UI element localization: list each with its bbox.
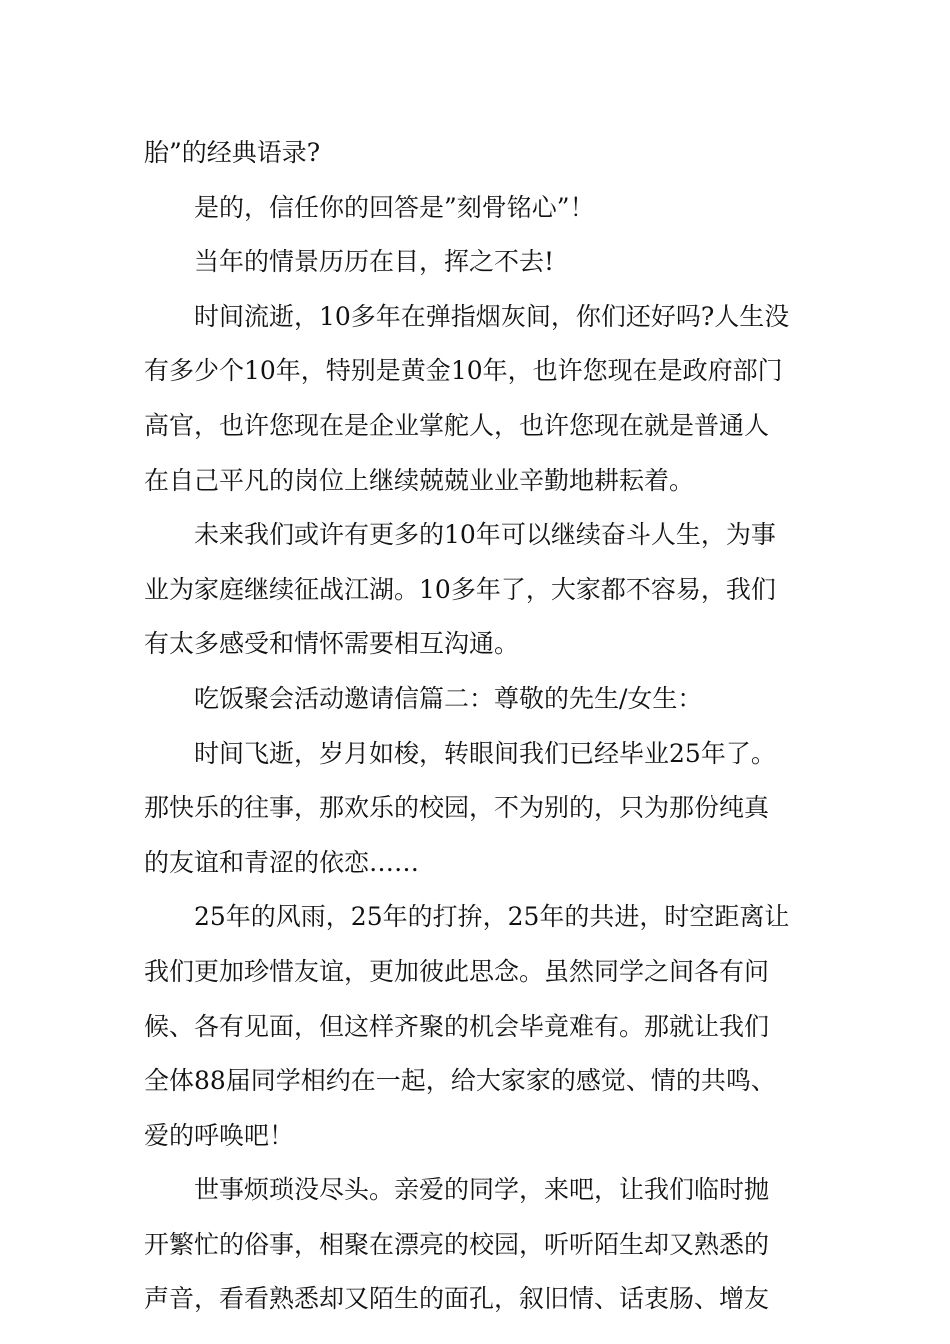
text-line: 有多少个10年，特别是黄金10年，也许您现在是政府部门: [144, 356, 783, 386]
text-line: 我们更加珍惜友谊，更加彼此思念。虽然同学之间各有问: [144, 956, 770, 986]
text-line: 在自己平凡的岗位上继续兢兢业业辛勤地耕耘着。: [144, 465, 695, 495]
text-line: 时间流逝，10多年在弹指烟灰间，你们还好吗?人生没: [194, 301, 790, 331]
text-line: 声音，看看熟悉却又陌生的面孔，叙旧情、话衷肠、增友: [144, 1284, 770, 1314]
text-line: 当年的情景历历在目，挥之不去!: [194, 247, 555, 277]
text-line: 未来我们或许有更多的10年可以继续奋斗人生，为事: [194, 520, 776, 550]
text-line: 是的，信任你的回答是”刻骨铭心”！: [194, 192, 595, 222]
text-line: 那快乐的往事，那欢乐的校园，不为别的，只为那份纯真: [144, 793, 770, 823]
text-line: 全体88届同学相约在一起，给大家家的感觉、情的共鸣、: [144, 1066, 776, 1096]
document-body: [144, 126, 808, 1327]
text-line: 时间飞逝，岁月如梭，转眼间我们已经毕业25年了。: [194, 738, 776, 768]
text-line: 25年的风雨，25年的打拚，25年的共进，时空距离让: [194, 902, 790, 932]
text-line: 候、各有见面，但这样齐聚的机会毕竟难有。那就让我们: [144, 1011, 770, 1041]
text-line: 世事烦琐没尽头。亲爱的同学，来吧，让我们临时抛: [194, 1175, 770, 1205]
text-line: 胎”的经典语录?: [144, 138, 321, 167]
text-line: 高官，也许您现在是企业掌舵人，也许您现在就是普通人: [144, 410, 770, 440]
text-line: 有太多感受和情怀需要相互沟通。: [144, 629, 520, 659]
text-line: 爱的呼唤吧！: [144, 1120, 295, 1150]
text-line: 的友谊和青涩的依恋……: [144, 847, 420, 877]
text-line: 吃饭聚会活动邀请信篇二：尊敬的先生/女生：: [194, 683, 703, 713]
text-line: 开繁忙的俗事，相聚在漂亮的校园，听听陌生却又熟悉的: [144, 1229, 770, 1259]
text-line: 业为家庭继续征战江湖。10多年了，大家都不容易，我们: [144, 574, 776, 604]
